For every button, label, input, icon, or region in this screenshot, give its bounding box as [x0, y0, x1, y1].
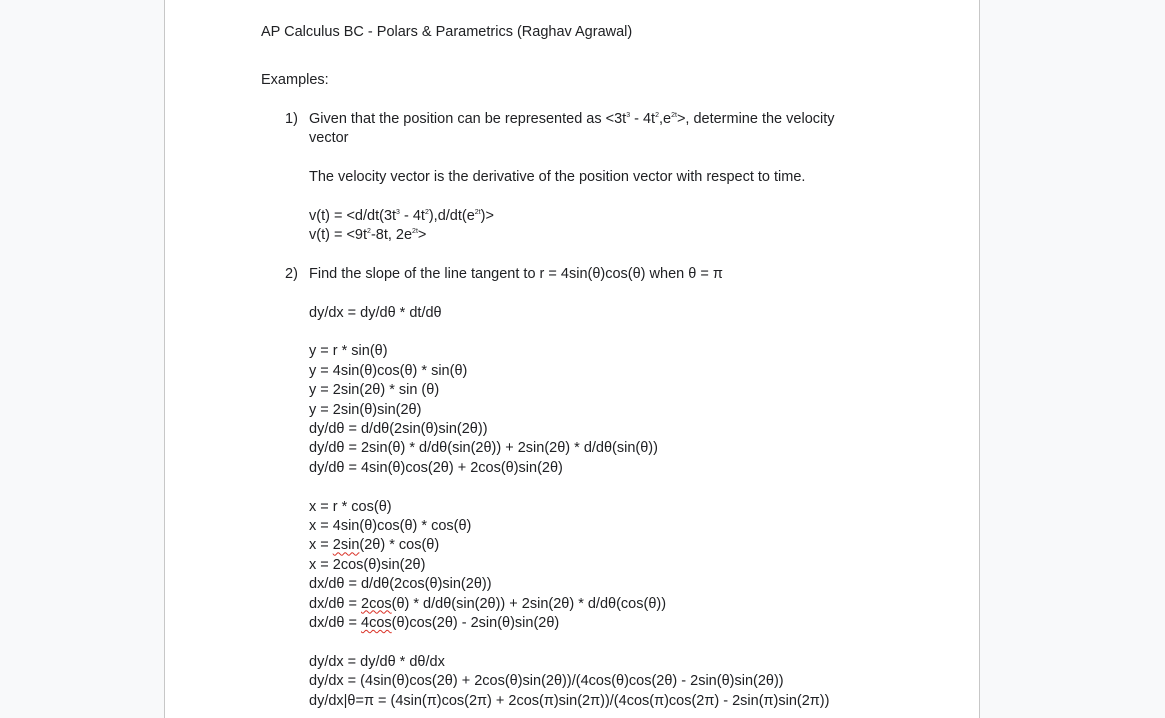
math-line: dy/dθ = 4sin(θ)cos(2θ) + 2cos(θ)sin(2θ)	[309, 459, 563, 476]
question-prompt: Find the slope of the line tangent to r = 4sin(θ)cos(θ) when θ = π	[309, 265, 723, 282]
math-line: y = r * sin(θ)	[309, 343, 388, 360]
math-line: y = 2sin(2θ) * sin (θ)	[309, 382, 440, 399]
velocity-result-line: $v(t) = <9t^2-8t$, $2e^{2t}>$	[309, 226, 427, 243]
math-line: x = 2sin(2θ) * cos(θ)	[309, 537, 440, 554]
examples-heading: Examples:	[261, 71, 329, 88]
spellcheck-underline[interactable]: 2cos	[361, 595, 392, 612]
math-line: y = 4sin(θ)cos(θ) * sin(θ)	[309, 362, 468, 379]
spellcheck-underline[interactable]: 4cos	[361, 615, 392, 632]
math-line: dx/dθ = 2cos(θ) * d/dθ(sin(2θ)) + 2sin(2θ) * d/dθ(cos(θ))	[309, 595, 667, 612]
math-line: dy/dx = dy/dθ * dθ/dx	[309, 653, 445, 670]
question-number: 2)	[285, 265, 298, 282]
math-line: dy/dx|θ=π = (4sin(π)cos(2π) + 2cos(π)sin(2π))/(4cos(π)cos(2π) - 2sin(π)sin(2π))	[309, 692, 830, 709]
question-2	[261, 265, 861, 711]
document-body[interactable]	[261, 23, 861, 711]
math-line: dy/dx = dy/dθ * dt/dθ	[309, 304, 442, 321]
velocity-line: $v(t) = <d/dt(3t^3 - 4t^2),d/dt(e^{2t})>$	[309, 207, 494, 224]
math-line: dy/dθ = d/dθ(2sin(θ)sin(2θ))	[309, 421, 488, 437]
math-line: dx/dθ = 4cos(θ)cos(2θ) - 2sin(θ)sin(2θ)	[309, 615, 560, 632]
math-line: dy/dx = (4sin(θ)cos(2θ) + 2cos(θ)sin(2θ))/(4cos(θ)cos(2θ) - 2sin(θ)sin(2θ))	[309, 673, 784, 690]
question-prompt: Given that the position can be represented as $<3t^3 - 4t^2,e^{2t}>$, determine the velocity vector	[309, 110, 835, 146]
math-line: x = 2cos(θ)sin(2θ)	[309, 556, 426, 573]
document-page	[164, 0, 980, 718]
math-line: x = 4sin(θ)cos(θ) * cos(θ)	[309, 518, 472, 535]
question-1	[261, 110, 861, 265]
math-line: dx/dθ = d/dθ(2cos(θ)sin(2θ))	[309, 576, 492, 593]
math-line: y = 2sin(θ)sin(2θ)	[309, 401, 422, 418]
spellcheck-underline[interactable]: 2sin	[332, 537, 360, 554]
math-line: dy/dθ = 2sin(θ) * d/dθ(sin(2θ)) + 2sin(2θ) * d/dθ(sin(θ))	[309, 440, 658, 457]
explanation-line: The velocity vector is the derivative of the position vector with respect to time.	[309, 168, 806, 185]
math-line: x = r * cos(θ)	[309, 498, 392, 515]
document-title: AP Calculus BC - Polars & Parametrics (Raghav Agrawal)	[261, 24, 633, 40]
question-number: 1)	[285, 110, 298, 127]
